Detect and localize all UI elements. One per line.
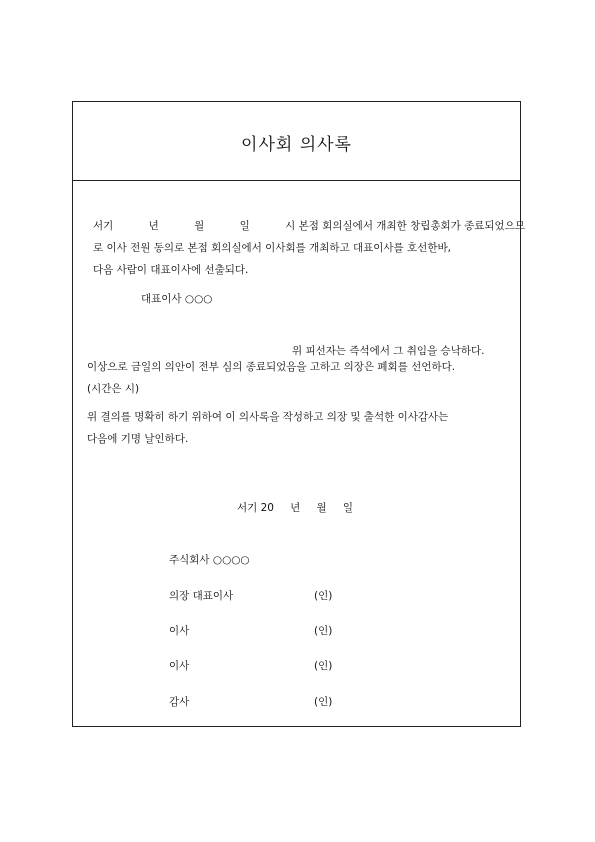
- date-era: 서기 20: [237, 502, 274, 514]
- intro-line-2: 로 이사 전원 동의로 본점 회의실에서 이사회를 개최하고 대표이사를 호선한바,: [93, 242, 451, 254]
- intro-line-1-text: 시 본점 회의실에서 개최한 창립총회가 종료되었으므: [285, 220, 525, 232]
- seal-mark: (인): [314, 696, 333, 708]
- era-label: 서기: [93, 220, 114, 232]
- signatory-row: [169, 694, 332, 709]
- intro-paragraph: [93, 219, 525, 285]
- closing-line-2: (시간은 시): [87, 383, 140, 395]
- signatory-role: 감사: [169, 696, 190, 708]
- closing-paragraph: [87, 360, 509, 404]
- resolution-line-2: 다음에 기명 날인하다.: [87, 433, 189, 445]
- intro-line-3: 다음 사람이 대표이사에 선출되다.: [93, 264, 249, 276]
- year-label: 년: [148, 220, 159, 232]
- signatory-role: 의장 대표이사: [169, 590, 234, 602]
- date-year: 년: [290, 502, 301, 514]
- document-title: 이사회 의사록: [241, 135, 352, 155]
- month-label: 월: [194, 220, 205, 232]
- minutes-document: [72, 101, 525, 727]
- company-name: 주식회사 ○○○○: [169, 554, 250, 566]
- day-label: 일: [239, 220, 250, 232]
- seal-mark: (인): [314, 590, 333, 602]
- signatory-row: [169, 658, 332, 673]
- date-day: 일: [342, 502, 353, 514]
- signatory-role: 이사: [169, 660, 190, 672]
- intro-line-1: [93, 219, 525, 241]
- signatory-row: [169, 588, 332, 603]
- resolution-line-1: 위 결의를 명확히 하기 위하여 이 의사록을 작성하고 의장 및 출석한 이사감사는: [87, 411, 449, 423]
- acceptance-line: 위 피선자는 즉석에서 그 취임을 승낙하다.: [292, 345, 485, 357]
- signatory-role: 이사: [169, 625, 190, 637]
- seal-mark: (인): [314, 625, 333, 637]
- resolution-paragraph: [87, 410, 497, 454]
- date-line: [237, 501, 353, 515]
- signatory-row: [169, 623, 332, 638]
- title-box: [73, 102, 520, 181]
- representative-line: 대표이사 ○○○: [141, 293, 213, 305]
- date-month: 월: [316, 502, 327, 514]
- seal-mark: (인): [314, 660, 333, 672]
- closing-line-1: 이상으로 금일의 의안이 전부 심의 종료되었음을 고하고 의장은 폐회를 선언하다.: [87, 361, 456, 373]
